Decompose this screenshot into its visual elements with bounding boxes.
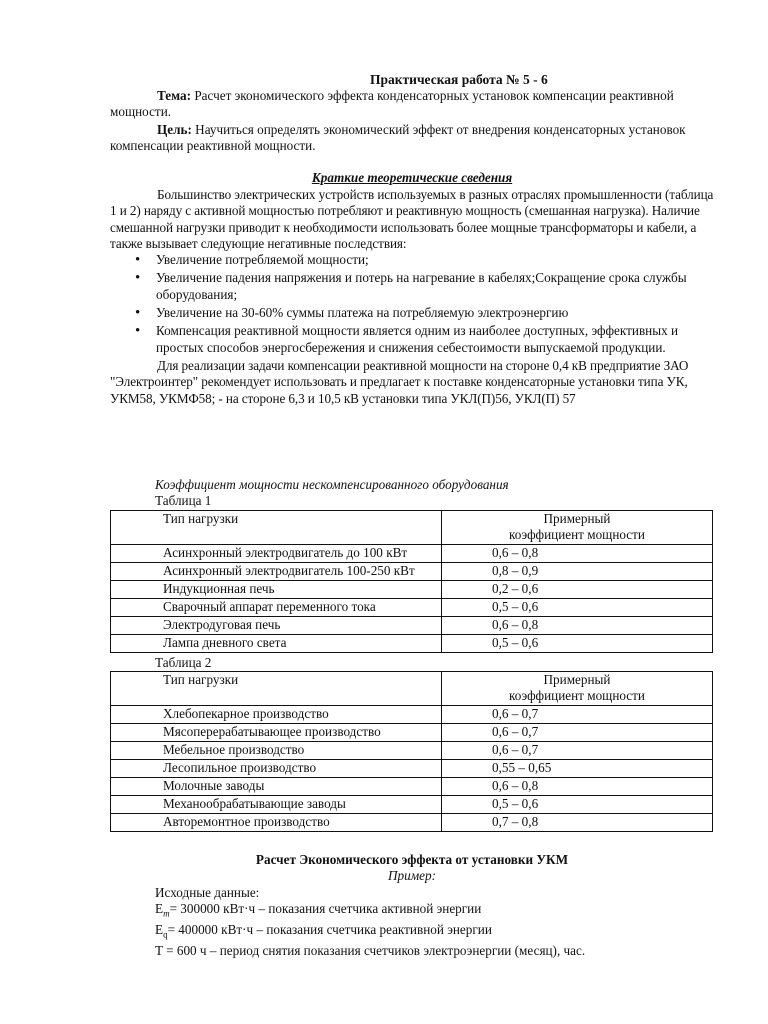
list-item: • Увеличение потребляемой мощности; xyxy=(156,252,714,268)
list-item: • Компенсация реактивной мощности является одним из наиболее доступных, эффективных и простых способов энергосбережения и снижения себестоимости выпускаемой продукции. xyxy=(156,323,714,356)
goal-text: Научиться определять экономический эффект от внедрения конденсаторных установок компенсации реактивной мощности. xyxy=(110,122,686,154)
load-type-cell: Асинхронный электродвигатель 100-250 кВт xyxy=(111,563,442,581)
topic-paragraph xyxy=(110,88,714,121)
power-factor-cell: 0,6 – 0,8 xyxy=(442,617,713,635)
active-energy-line: $E_m= 300000$ кВт·ч – показания счетчика активной энергии xyxy=(155,901,482,919)
period-line: T = 600 ч – период снятия показания счетчиков электроэнергии (месяц), час. xyxy=(155,943,586,959)
power-factor-cell: 0,6 – 0,8 xyxy=(442,778,713,796)
table-row xyxy=(111,581,713,599)
power-factor-cell: 0,6 – 0,7 xyxy=(442,706,713,724)
power-factor-table-1 xyxy=(110,510,713,653)
load-type-cell: Лампа дневного света xyxy=(111,635,442,653)
table1-label: Таблица 1 xyxy=(155,493,212,508)
load-type-cell: Лесопильное производство xyxy=(111,760,442,778)
table-row xyxy=(111,563,713,581)
theory-section xyxy=(110,170,714,186)
power-factor-cell: 0,6 – 0,7 xyxy=(442,724,713,742)
column-header-load-type: Тип нагрузки xyxy=(111,511,442,545)
power-factor-cell: 0,55 – 0,65 xyxy=(442,760,713,778)
input-data xyxy=(155,885,715,959)
input-data-label: Исходные данные: xyxy=(155,885,260,900)
consequences-list xyxy=(110,252,714,356)
reactive-energy-line: $E_q= 400000$ кВт·ч – показания счетчика реактивной энергии xyxy=(155,922,492,940)
table-header-row xyxy=(111,511,713,545)
theory-body xyxy=(110,187,714,407)
load-type-cell: Электродуговая печь xyxy=(111,617,442,635)
load-type-cell: Мясоперерабатывающее производство xyxy=(111,724,442,742)
topic-text: Расчет экономического эффекта конденсаторных установок компенсации реактивной мощности. xyxy=(110,88,674,120)
power-factor-cell: 0,5 – 0,6 xyxy=(442,635,713,653)
list-item: • Увеличение на 30-60% суммы платежа на потребляемую электроэнергию xyxy=(156,305,714,321)
load-type-cell: Мебельное производство xyxy=(111,742,442,760)
load-type-cell: Индукционная печь xyxy=(111,581,442,599)
load-type-cell: Авторемонтное производство xyxy=(111,814,442,832)
load-type-cell: Молочные заводы xyxy=(111,778,442,796)
calculation-section xyxy=(110,852,714,885)
load-type-cell: Сварочный аппарат переменного тока xyxy=(111,599,442,617)
power-factor-cell: 0,8 – 0,9 xyxy=(442,563,713,581)
table-row xyxy=(111,706,713,724)
power-factor-cell: 0,6 – 0,7 xyxy=(442,742,713,760)
tables-caption: Коэффициент мощности нескомпенсированного оборудования xyxy=(155,477,509,492)
table-row xyxy=(111,635,713,653)
table-row xyxy=(111,760,713,778)
theory-closing: Для реализации задачи компенсации реактивной мощности на стороне 0,4 кВ предприятие ЗАО "Электроинтер" рекомендует использовать и предлагает к поставке конденсаторные установки типа УК, УКМ58, УКМФ58; - на стороне 6,3 и 10,5 кВ установки типа УКЛ(П)56, УКЛ(П) 57 xyxy=(110,357,689,406)
load-type-cell: Хлебопекарное производство xyxy=(111,706,442,724)
column-header-power-factor: Примерный коэффициент мощности xyxy=(442,511,713,545)
calculation-heading: Расчет Экономического эффекта от установки УКМ xyxy=(255,852,569,867)
table-row xyxy=(111,742,713,760)
table-row xyxy=(111,814,713,832)
column-header-power-factor: Примерный коэффициент мощности xyxy=(442,672,713,706)
column-header-load-type: Тип нагрузки xyxy=(111,672,442,706)
table2-label: Таблица 2 xyxy=(155,655,212,670)
table-row xyxy=(111,724,713,742)
example-label: Пример: xyxy=(388,868,436,884)
goal-paragraph xyxy=(110,122,714,155)
theory-heading: Краткие теоретические сведения xyxy=(311,170,513,185)
table-header-row xyxy=(111,672,713,706)
page-title: Практическая работа № 5 - 6 xyxy=(370,72,548,87)
load-type-cell: Асинхронный электродвигатель до 100 кВт xyxy=(111,545,442,563)
power-factor-table-2 xyxy=(110,671,713,832)
theory-intro: Большинство электрических устройств используемых в разных отраслях промышленности (таблица 1 и 2) наряду с активной мощностью потребляют и реактивную мощность (смешанная нагрузка). Наличие смешанной нагрузки приводит к необходимости использовать более мощные трансформаторы и кабели, а также вызывает следующие негативные последствия: xyxy=(110,187,714,251)
table-row xyxy=(111,778,713,796)
power-factor-cell: 0,5 – 0,6 xyxy=(442,599,713,617)
table-row xyxy=(111,545,713,563)
power-factor-cell: 0,2 – 0,6 xyxy=(442,581,713,599)
load-type-cell: Механообрабатывающие заводы xyxy=(111,796,442,814)
goal-label: Цель: xyxy=(157,122,192,137)
power-factor-cell: 0,6 – 0,8 xyxy=(442,545,713,563)
power-factor-cell: 0,7 – 0,8 xyxy=(442,814,713,832)
table-row xyxy=(111,617,713,635)
power-factor-cell: 0,5 – 0,6 xyxy=(442,796,713,814)
table-row xyxy=(111,599,713,617)
topic-label: Тема: xyxy=(157,88,192,103)
table-row xyxy=(111,796,713,814)
list-item: • Увеличение падения напряжения и потерь на нагревание в кабелях;Сокращение срока службы оборудования; xyxy=(156,270,714,303)
